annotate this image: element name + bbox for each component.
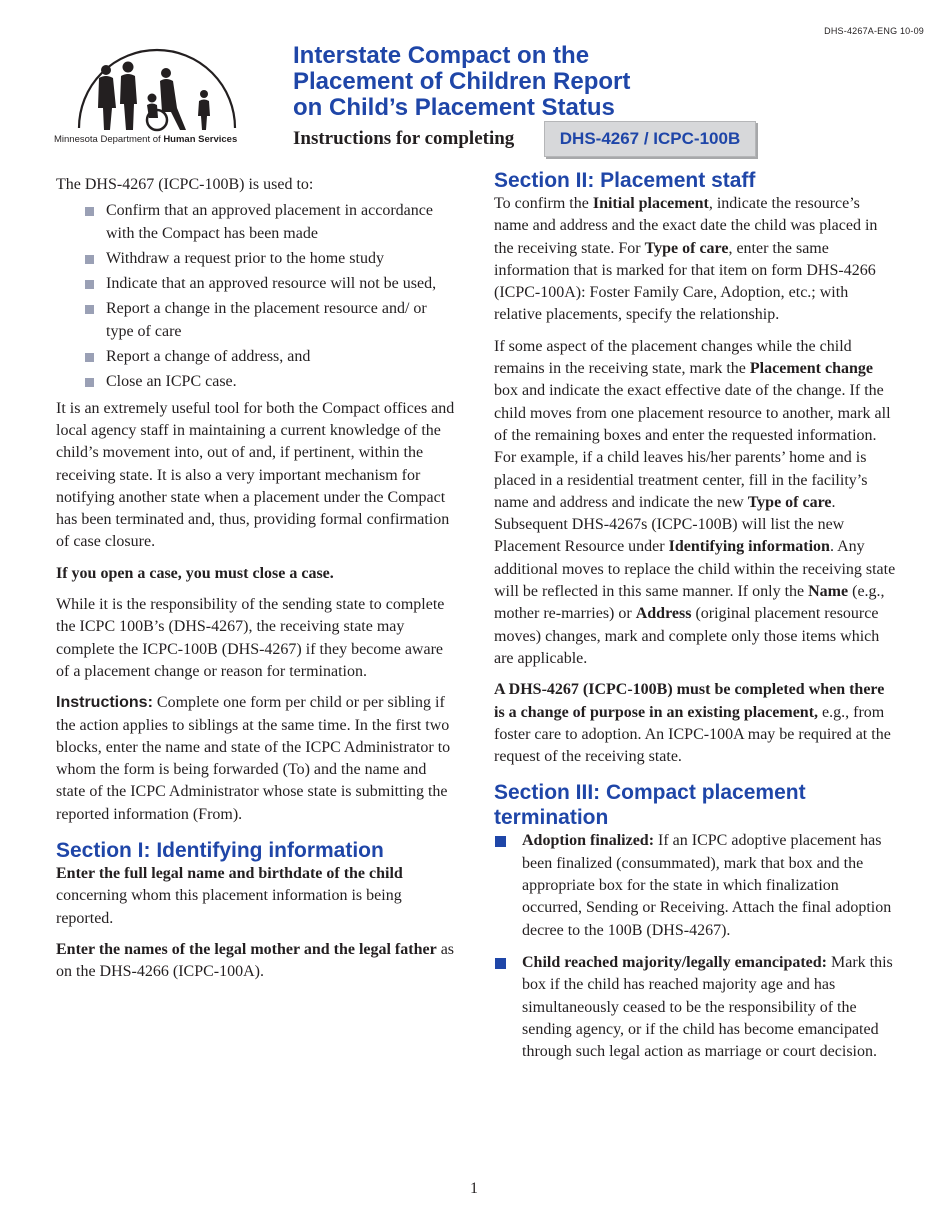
paragraph: It is an extremely useful tool for both the Compact offices and local agency staff in maintaining a current knowledge of the child’s movement into, out of and, if pertinent, within the receiving state. It is also a very important mechanism for notifying another state when a placement under the Compact has been terminated and, thus, providing formal confirmation of case closure.: [56, 399, 455, 551]
paragraph: A DHS-4267 (ICPC-100B) must be completed when there is a change of purpose in an existing placement, e.g., from foster care to adoption. An ICPC-100A may be required at the request of the receiving state.: [494, 681, 891, 766]
paragraph: Enter the names of the legal mother and the legal father as on the DHS-4266 (ICPC-100A).: [56, 940, 455, 981]
paragraph: If some aspect of the placement changes while the child remains in the receiving state, mark the Placement change box and indicate the exact effective date of the change. If the child moves from one placement resource to another, mark all of the remaining boxes and enter the requested information. For example, if a child leaves his/her parents’ home and is placed in a residential treatment center, fill in the facility’s name and address and indicate the new Type of care. Subsequent DHS-4267s (ICPC-100B) will list the new Placement Resource under Identifying information. Any additional moves to replace the child within the receiving state will be reflected in this same manner. If only the Name (e.g., mother re-marries) or Address (original placement resource moves) changes, mark and complete only those items which are applicable.: [494, 337, 896, 667]
list-item: Report a change in the placement resource and/ or type of care: [106, 298, 456, 343]
uses-list: [56, 200, 456, 393]
section-3-heading: Section III: Compact placement termination: [494, 781, 806, 830]
section-2-heading: Section II: Placement staff: [494, 169, 756, 192]
paragraph: Enter the full legal name and birthdate of the child concerning whom this placement information is being reported.: [56, 865, 403, 927]
form-badge: DHS-4267 / ICPC-100B: [544, 121, 756, 157]
paragraph: While it is the responsibility of the sending state to complete the ICPC 100B’s (DHS-4267), the receiving state may complete the ICPC-100B (DHS-4267) if they become aware of a placement change or reason for termination.: [56, 596, 445, 680]
termination-list: [494, 830, 896, 1063]
intro-text: The DHS-4267 (ICPC-100B) is used to:: [56, 176, 314, 193]
instructions-heading: Instructions for completing: [293, 128, 515, 149]
paragraph: To confirm the Initial placement, indicate the resource’s name and address and the exact date the child was placed in the receiving state. For Type of care, enter the same information that is marked for that item on form DHS-4266 (ICPC-100A): Foster Family Care, Adoption, etc.; with relative placements, specify the relationship.: [494, 195, 878, 324]
bold-rule: If you open a case, you must close a case.: [56, 564, 334, 582]
list-item: Adoption finalized: If an ICPC adoptive placement has been finalized (consummated), mark that box and the appropriate box for the state in which finalization occurred, Sending or Receiving. Attach the final adoption decree to the 100B (DHS-4267).: [522, 830, 896, 941]
org-name: Minnesota Department of Human Services: [54, 134, 238, 145]
list-item: Withdraw a request prior to the home study: [106, 248, 456, 270]
document-title: Interstate Compact on the Placement of Children Report on Child’s Placement Status: [293, 42, 631, 121]
list-item: Report a change of address, and: [106, 346, 456, 368]
page-number: 1: [470, 1180, 478, 1197]
form-code: DHS-4267A-ENG 10-09: [824, 26, 924, 36]
instructions-paragraph: Instructions: Complete one form per child or per sibling if the action applies to siblings at the same time. In the first two blocks, enter the name and state of the ICPC Administrator to whom the form is being forwarded (To) and the name and state of the ICPC Administrator whose state is submitting the reported information (From).: [56, 694, 451, 823]
right-column: [494, 168, 896, 1073]
left-column: [56, 174, 456, 993]
list-item: Indicate that an approved resource will not be used,: [106, 273, 456, 295]
section-1-heading: Section I: Identifying information: [56, 839, 384, 863]
list-item: Close an ICPC case.: [106, 371, 456, 393]
dhs-logo: [54, 48, 259, 148]
list-item: Child reached majority/legally emancipated: Mark this box if the child has reached majority age and has simultaneously ceased to be the responsibility of the sending agency, or if the child has become emancipated through such legal action as marriage or court decision.: [522, 952, 896, 1063]
list-item: Confirm that an approved placement in accordance with the Compact has been made: [106, 200, 456, 245]
